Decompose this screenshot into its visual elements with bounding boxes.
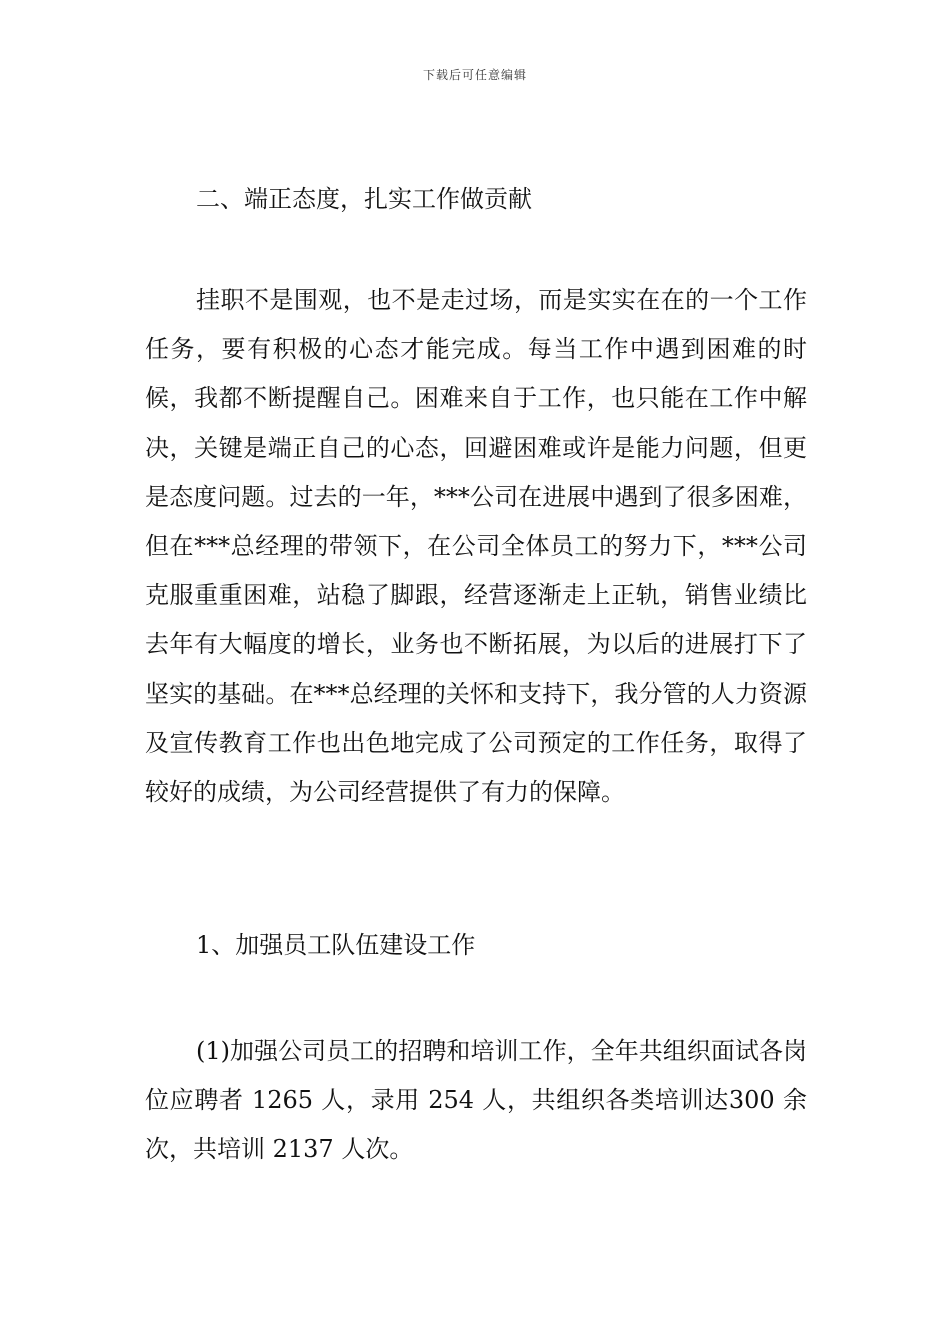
body-paragraph: (1)加强公司员工的招聘和培训工作，全年共组织面试各岗位应聘者 1265 人，录用 254 人，共组织各类培训达300 余次，共培训 2137 人次。 bbox=[145, 1037, 807, 1164]
body-paragraph: 挂职不是围观，也不是走过场，而是实实在在的一个工作任务，要有积极的心态才能完成。每当工作中遇到困难的时候，我都不断提醒自己。困难来自于工作，也只能在工作中解决，关键是端正自己的心态，回避困难或许是能力问题，但更是态度问题。过去的一年，***公司在进展中遇到了很多困难，但在***总经理的带领下，在公司全体员工的努力下，***公司克服重重困难，站稳了脚跟，经营逐渐走上正轨，销售业绩比去年有大幅度的增长，业务也不断拓展，为以后的进展打下了坚实的基础。在***总经理的关怀和支持下，我分管的人力资源及宣传教育工作也出色地完成了公司预定的工作任务，取得了较好的成绩，为公司经营提供了有力的保障。 bbox=[145, 286, 807, 807]
section-heading: 二、端正态度，扎实工作做贡献 bbox=[196, 185, 532, 213]
page-header: 下载后可任意编辑 bbox=[422, 68, 527, 82]
subsection-heading: 1、加强员工队伍建设工作 bbox=[196, 931, 476, 959]
